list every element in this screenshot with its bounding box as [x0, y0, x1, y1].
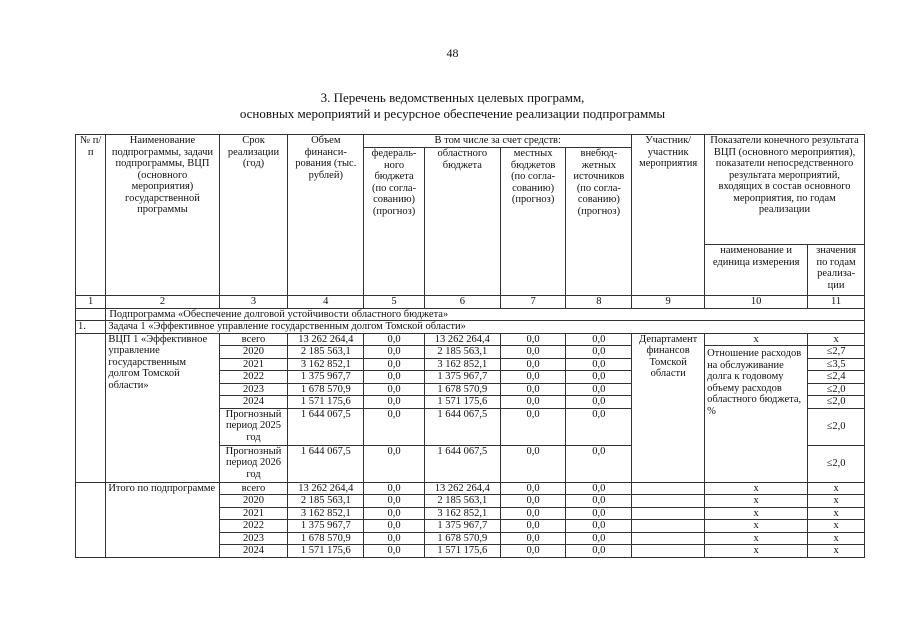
federal: 0,0	[364, 408, 425, 445]
volume: 1 644 067,5	[288, 445, 364, 482]
local: 0,0	[500, 495, 566, 508]
indicator-value: ≤3,5	[808, 358, 865, 371]
local: 0,0	[500, 396, 566, 409]
regional: 1 375 967,7	[424, 520, 500, 533]
regional: 3 162 852,1	[424, 507, 500, 520]
extra: 0,0	[566, 408, 632, 445]
federal: 0,0	[364, 371, 425, 384]
local: 0,0	[500, 520, 566, 533]
header-num: № п/п	[76, 135, 106, 296]
header-term: Срок реализации (год)	[219, 135, 288, 296]
header-indicators-group: Показатели конечного результата ВЦП (основного мероприятия), показатели непосредственного результата мероприятий, входящих в состав основного мероприятия, по годам реализации	[705, 135, 865, 245]
total-section	[76, 482, 865, 557]
subprogram-row	[76, 308, 865, 321]
indicator-value: х	[808, 495, 865, 508]
extra: 0,0	[566, 333, 632, 346]
federal: 0,0	[364, 346, 425, 359]
term: 2020	[219, 495, 288, 508]
volume: 13 262 264,4	[288, 333, 364, 346]
indicator-name: х	[705, 482, 808, 495]
indicator-name: х	[705, 495, 808, 508]
indicator-name: х	[705, 507, 808, 520]
term: 2020	[219, 346, 288, 359]
federal: 0,0	[364, 495, 425, 508]
participant	[632, 482, 705, 495]
local: 0,0	[500, 346, 566, 359]
term: 2022	[219, 520, 288, 533]
local: 0,0	[500, 333, 566, 346]
title-line-2: основных мероприятий и ресурсное обеспечение реализации подпрограммы	[239, 106, 666, 121]
total-row	[76, 482, 865, 495]
term: 2023	[219, 383, 288, 396]
header-indicator-values: значения по годам реализа-ции	[808, 245, 865, 296]
volume: 1 375 967,7	[288, 371, 364, 384]
extra: 0,0	[566, 396, 632, 409]
column-number: 3	[219, 296, 288, 309]
participant	[632, 495, 705, 508]
local: 0,0	[500, 545, 566, 558]
volume: 1 375 967,7	[288, 520, 364, 533]
extra: 0,0	[566, 507, 632, 520]
local: 0,0	[500, 371, 566, 384]
column-number: 2	[106, 296, 219, 309]
participant	[632, 532, 705, 545]
task-title: Задача 1 «Эффективное управление государственным долгом Томской области»	[106, 321, 865, 334]
extra: 0,0	[566, 445, 632, 482]
term: Прогнозный период 2026 год	[219, 445, 288, 482]
header-indicator-name: наименование и единица измерения	[705, 245, 808, 296]
header-name: Наименование подпрограммы, задачи подпрограммы, ВЦП (основного мероприятия) государственной программы	[106, 135, 219, 296]
volume: 2 185 563,1	[288, 495, 364, 508]
volume: 1 644 067,5	[288, 408, 364, 445]
federal: 0,0	[364, 507, 425, 520]
local: 0,0	[500, 482, 566, 495]
term: 2024	[219, 545, 288, 558]
column-number: 4	[288, 296, 364, 309]
participant	[632, 545, 705, 558]
term: 2023	[219, 532, 288, 545]
indicator-value: х	[808, 532, 865, 545]
column-number: 5	[364, 296, 425, 309]
regional: 2 185 563,1	[424, 495, 500, 508]
indicator-value: х	[808, 507, 865, 520]
volume: 1 571 175,6	[288, 545, 364, 558]
participant	[632, 520, 705, 533]
volume: 3 162 852,1	[288, 507, 364, 520]
local: 0,0	[500, 383, 566, 396]
subprogram-title: Подпрограмма «Обеспечение долговой устойчивости областного бюджета»	[106, 308, 865, 321]
extra: 0,0	[566, 482, 632, 495]
indicator-value: х	[808, 520, 865, 533]
column-number: 11	[808, 296, 865, 309]
federal: 0,0	[364, 445, 425, 482]
regional: 13 262 264,4	[424, 482, 500, 495]
extra: 0,0	[566, 383, 632, 396]
term: всего	[219, 333, 288, 346]
column-number: 7	[500, 296, 566, 309]
indicator-name: х	[705, 333, 808, 346]
federal: 0,0	[364, 358, 425, 371]
column-number: 10	[705, 296, 808, 309]
participant	[632, 507, 705, 520]
column-number: 1	[76, 296, 106, 309]
regional: 1 375 967,7	[424, 371, 500, 384]
volume: 1 678 570,9	[288, 532, 364, 545]
local: 0,0	[500, 358, 566, 371]
federal: 0,0	[364, 520, 425, 533]
indicator-value: х	[808, 545, 865, 558]
federal: 0,0	[364, 532, 425, 545]
header-local: местных бюджетов (по согла-сованию) (прогноз)	[500, 148, 566, 296]
extra: 0,0	[566, 495, 632, 508]
indicator-value: ≤2,0	[808, 383, 865, 396]
regional: 1 571 175,6	[424, 396, 500, 409]
federal: 0,0	[364, 396, 425, 409]
federal: 0,0	[364, 545, 425, 558]
title-line-1: 3. Перечень ведомственных целевых программ,	[320, 90, 585, 105]
header-volume: Объем финанси-рования (тыс. рублей)	[288, 135, 364, 296]
participant: Департамент финансов Томской области	[632, 333, 705, 482]
volume: 13 262 264,4	[288, 482, 364, 495]
vcp-section	[76, 333, 865, 482]
indicator-name: х	[705, 520, 808, 533]
regional: 3 162 852,1	[424, 358, 500, 371]
regional: 1 678 570,9	[424, 383, 500, 396]
volume: 2 185 563,1	[288, 346, 364, 359]
header-row-1	[76, 135, 865, 148]
indicator-value: х	[808, 333, 865, 346]
header-regional: областного бюджета	[424, 148, 500, 296]
volume: 3 162 852,1	[288, 358, 364, 371]
extra: 0,0	[566, 346, 632, 359]
term: 2022	[219, 371, 288, 384]
indicator-value: ≤2,7	[808, 346, 865, 359]
term: 2021	[219, 507, 288, 520]
extra: 0,0	[566, 520, 632, 533]
column-number: 6	[424, 296, 500, 309]
extra: 0,0	[566, 371, 632, 384]
term: 2021	[219, 358, 288, 371]
regional: 1 644 067,5	[424, 445, 500, 482]
term: Прогнозный период 2025 год	[219, 408, 288, 445]
federal: 0,0	[364, 333, 425, 346]
indicator-value: ≤2,0	[808, 408, 865, 445]
program-table	[75, 134, 865, 558]
extra: 0,0	[566, 532, 632, 545]
indicator-value: х	[808, 482, 865, 495]
header-participant: Участник/ участник мероприятия	[632, 135, 705, 296]
term: всего	[219, 482, 288, 495]
task-row	[76, 321, 865, 334]
vcp-row	[76, 333, 865, 346]
local: 0,0	[500, 507, 566, 520]
indicator-value: ≤2,0	[808, 396, 865, 409]
regional: 1 571 175,6	[424, 545, 500, 558]
column-numbers-row	[76, 296, 865, 309]
header-sources-group: В том числе за счет средств:	[364, 135, 632, 148]
extra: 0,0	[566, 358, 632, 371]
regional: 1 644 067,5	[424, 408, 500, 445]
local: 0,0	[500, 445, 566, 482]
regional: 1 678 570,9	[424, 532, 500, 545]
column-number: 9	[632, 296, 705, 309]
header-extra: внебюд-жетных источников (по согла-сованию) (прогноз)	[566, 148, 632, 296]
regional: 13 262 264,4	[424, 333, 500, 346]
local: 0,0	[500, 532, 566, 545]
indicator-value: ≤2,4	[808, 371, 865, 384]
page-number: 48	[446, 46, 459, 60]
volume: 1 571 175,6	[288, 396, 364, 409]
volume: 1 678 570,9	[288, 383, 364, 396]
indicator-name: х	[705, 545, 808, 558]
column-number: 8	[566, 296, 632, 309]
document-title	[0, 90, 905, 122]
total-name: Итого по подпрограмме	[106, 482, 219, 557]
indicator-name: Отношение расходов на обслуживание долга к годовому объему расходов областного бюджета, %	[705, 346, 808, 483]
term: 2024	[219, 396, 288, 409]
federal: 0,0	[364, 482, 425, 495]
indicator-value: ≤2,0	[808, 445, 865, 482]
task-number: 1.	[76, 321, 106, 334]
federal: 0,0	[364, 383, 425, 396]
regional: 2 185 563,1	[424, 346, 500, 359]
indicator-name: х	[705, 532, 808, 545]
vcp-name: ВЦП 1 «Эффективное управление государственным долгом Томской области»	[106, 333, 219, 482]
extra: 0,0	[566, 545, 632, 558]
header-federal: федераль-ного бюджета (по согла-сованию) (прогноз)	[364, 148, 425, 296]
local: 0,0	[500, 408, 566, 445]
